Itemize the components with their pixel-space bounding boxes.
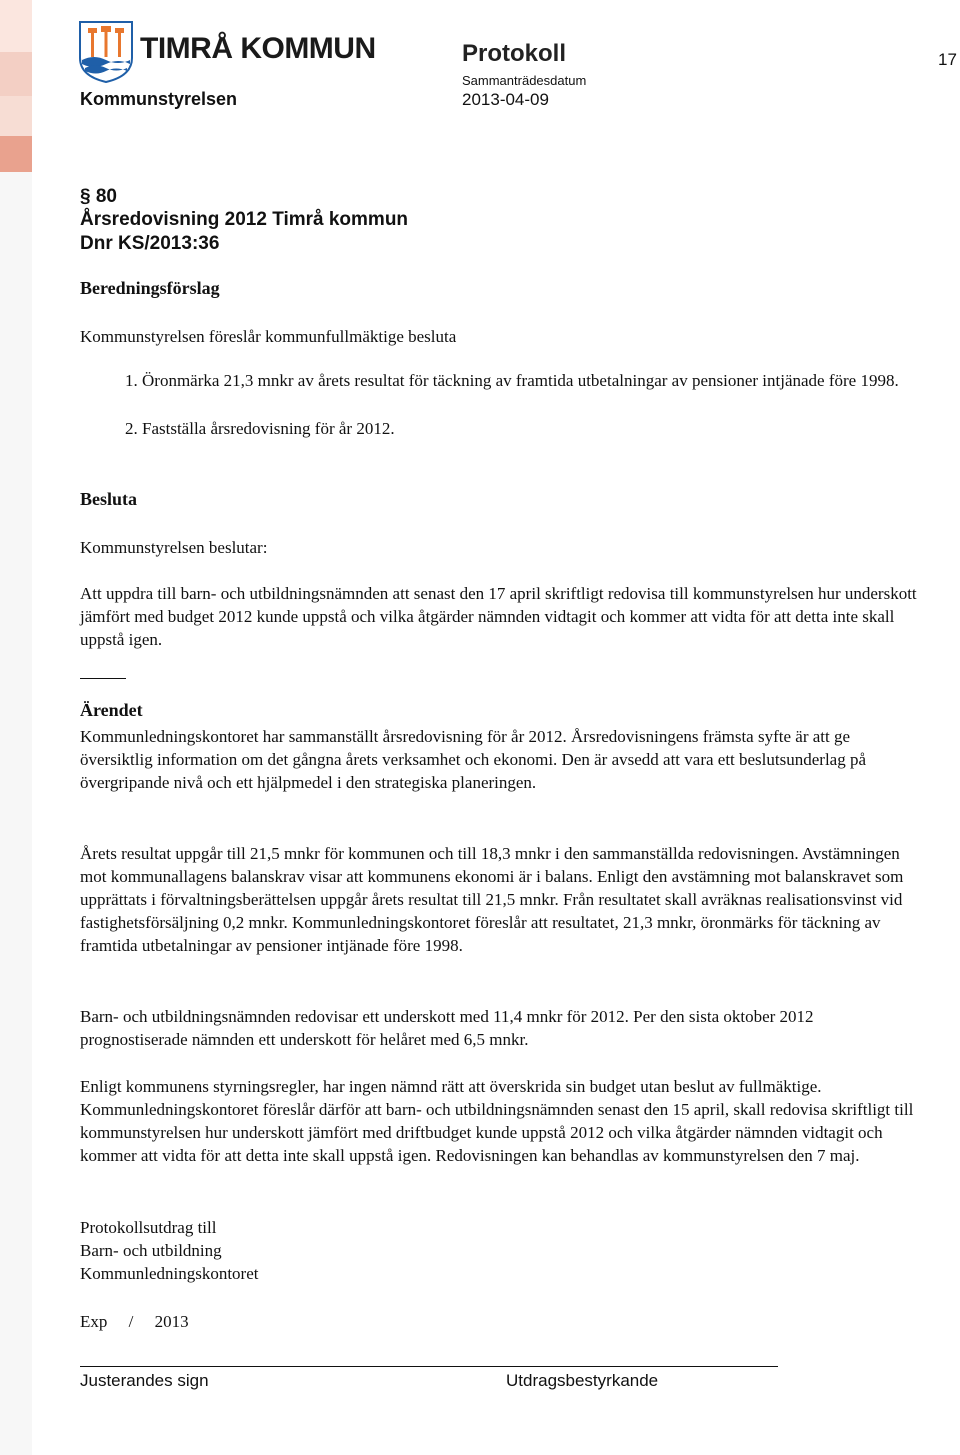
besluta-heading: Besluta [80,489,138,509]
expedition-line: Exp / 2013 [80,1312,189,1331]
side-block-2 [0,52,32,96]
beredning-intro: Kommunstyrelsen föreslår kommunfullmäktige besluta [80,327,457,346]
beredning-heading: Beredningsförslag [80,278,220,298]
section-dnr: Dnr KS/2013:36 [80,233,220,254]
beredning-list [80,369,942,465]
paragraph-number: § 80 [80,186,117,207]
signature-label: Justerandes sign [80,1371,209,1390]
page-number: 17 [938,50,957,69]
side-block-top [0,0,32,52]
besluta-text: Att uppdra till barn- och utbildningsnämnden att senast den 17 april skriftligt redovisa till kommunstyrelsen hur underskott jämfört med budget 2012 kunde uppstå och vilka åtgärder nämnden vidtagit och kommer att vidta för att detta inte skall uppstå igen. [80,584,917,649]
meeting-date-label: Sammanträdesdatum [462,73,587,88]
besluta-intro: Kommunstyrelsen beslutar: [80,538,268,557]
certification-label: Utdragsbestyrkande [506,1371,659,1390]
document-type-title: Protokoll [462,40,567,67]
distribution-heading: Protokollsutdrag till [80,1218,217,1237]
section-divider [80,678,126,679]
beredning-item-2: 2. Fastställa årsredovisning för år 2012. [142,417,942,440]
signature-line [80,1366,778,1367]
section-title-block [80,208,408,256]
side-block-accent [0,136,32,172]
arendet-heading: Ärendet [80,700,143,720]
beredning-item-1: 1. Öronmärka 21,3 mnkr av årets resultat för täckning av framtida utbetalningar av pensioner intjänade före 1998. [142,369,942,392]
distribution-block [80,1216,922,1285]
section-title: Årsredovisning 2012 Timrå kommun [80,209,409,230]
logo-wordmark: TIMRÅ KOMMUN [140,32,376,65]
arendet-paragraph-3: Barn- och utbildningsnämnden redovisar ett underskott med 11,4 mnkr för 2012. Per den sista oktober 2012 prognostiserade nämnden ett underskott för helåret med 6,5 mnkr. [80,1007,814,1049]
meeting-date: 2013-04-09 [462,90,549,109]
arendet-paragraph-2: Årets resultat uppgår till 21,5 mnkr för kommunen och till 18,3 mnkr i den sammanställda redovisningen. Avstämningen mot kommunallagens balanskrav visar att kommunens ekonomi är i balans. Enligt den avstämning mot balanskravet som upprättats i förvaltningsberättelsen uppgår årets resultat till 21,5 mnkr. Från resultatet skall avräknas realisationsvinst vid fastighetsförsäljning 0,2 mnkr. Kommunledningskontoret föreslår att resultatet, 21,3 mnkr, öronmärks för täckning av framtida utbetalningar av pensioner intjänade före 1998. [80,844,904,955]
distribution-recipient: Kommunledningskontoret [80,1264,259,1283]
side-decoration-bar [0,0,32,1455]
side-block-3 [0,96,32,136]
timra-coat-of-arms-logo [78,20,134,84]
distribution-recipient: Barn- och utbildning [80,1241,222,1260]
header-organization: Kommunstyrelsen [80,89,238,109]
arendet-paragraph-4: Enligt kommunens styrningsregler, har ingen nämnd rätt att överskrida sin budget utan beslut av fullmäktige. Kommunledningskontoret föreslår därför att barn- och utbildningsnämnden senast den 15 april, skall redovisa skriftligt till kommunstyrelsen hur underskott jämfört med driftbudget kunde uppstå 2012 och vilka åtgärder nämnden vidtagit och kommer att vidta för att detta inte skall uppstå igen. Redovisningen kan behandlas av kommunstyrelsen den 7 maj. [80,1077,914,1165]
arendet-paragraph-1: Kommunledningskontoret har sammanställt årsredovisning för år 2012. Årsredovisningens främsta syfte är att ge översiktlig information om det gångna årets verksamhet och ekonomi. Den är avsedd att vara ett beslutsunderlag på övergripande nivå och ett hjälpmedel i den strategiska planeringen. [80,727,867,792]
